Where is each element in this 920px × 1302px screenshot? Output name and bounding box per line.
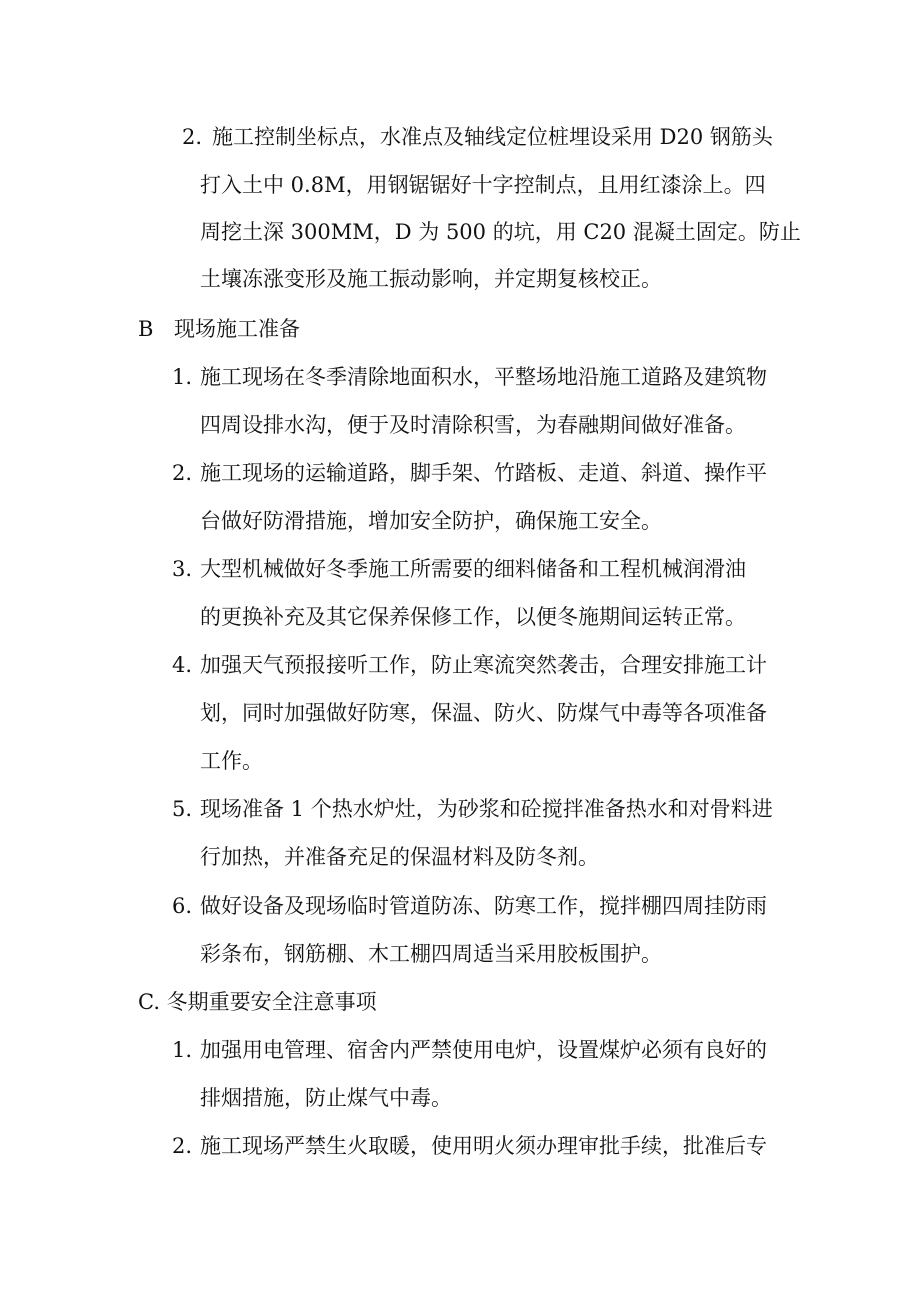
section-letter: B — [138, 317, 154, 341]
paragraph-line: 施工现场在冬季清除地面积水，平整场地沿施工道路及建筑物 — [200, 365, 767, 389]
list-number: 4. — [172, 653, 193, 677]
list-number: 2. — [172, 1134, 193, 1158]
paragraph-line: 彩条布，钢筋棚、木工棚四周适当采用胶板围护。 — [200, 942, 662, 966]
paragraph-line: 施工控制坐标点，水准点及轴线定位桩埋设采用 D20 钢筋头 — [212, 125, 773, 149]
paragraph-line: 施工现场的运输道路，脚手架、竹踏板、走道、斜道、操作平 — [200, 461, 767, 485]
paragraph-line: 排烟措施，防止煤气中毒。 — [200, 1086, 452, 1110]
paragraph-line: 大型机械做好冬季施工所需要的细料储备和工程机械润滑油 — [200, 557, 746, 581]
paragraph-line: 台做好防滑措施，增加安全防护，确保施工安全。 — [200, 509, 662, 533]
paragraph-line: 行加热，并准备充足的保温材料及防冬剂。 — [200, 845, 599, 869]
paragraph-line: 划，同时加强做好防寒，保温、防火、防煤气中毒等各项准备 — [200, 701, 767, 725]
section-title: 现场施工准备 — [174, 317, 300, 341]
section-title: C. 冬期重要安全注意事项 — [138, 990, 377, 1014]
paragraph-line: 打入土中 0.8M，用钢锯锯好十字控制点，且用红漆涂上。四 — [200, 173, 766, 197]
list-number: 2. — [172, 461, 193, 485]
paragraph-line: 现场准备 1 个热水炉灶，为砂浆和砼搅拌准备热水和对骨料进 — [200, 797, 773, 821]
list-number: 2. — [182, 125, 203, 149]
list-number: 6. — [172, 894, 193, 918]
list-number: 1. — [172, 365, 193, 389]
paragraph-line: 土壤冻涨变形及施工振动影响，并定期复核校正。 — [200, 267, 662, 291]
list-number: 5. — [172, 797, 193, 821]
list-number: 3. — [172, 557, 193, 581]
paragraph-line: 工作。 — [200, 749, 263, 773]
paragraph-line: 的更换补充及其它保养保修工作，以便冬施期间运转正常。 — [200, 605, 746, 629]
paragraph-line: 周挖土深 300MM，D 为 500 的坑，用 C20 混凝土固定。防止 — [200, 220, 801, 244]
list-number: 1. — [172, 1038, 193, 1062]
paragraph-line: 做好设备及现场临时管道防冻、防寒工作，搅拌棚四周挂防雨 — [200, 894, 767, 918]
paragraph-line: 施工现场严禁生火取暖，使用明火须办理审批手续，批准后专 — [200, 1134, 767, 1158]
paragraph-line: 加强天气预报接听工作，防止寒流突然袭击，合理安排施工计 — [200, 653, 767, 677]
paragraph-line: 加强用电管理、宿舍内严禁使用电炉，设置煤炉必须有良好的 — [200, 1038, 767, 1062]
paragraph-line: 四周设排水沟，便于及时清除积雪，为春融期间做好准备。 — [200, 413, 746, 437]
